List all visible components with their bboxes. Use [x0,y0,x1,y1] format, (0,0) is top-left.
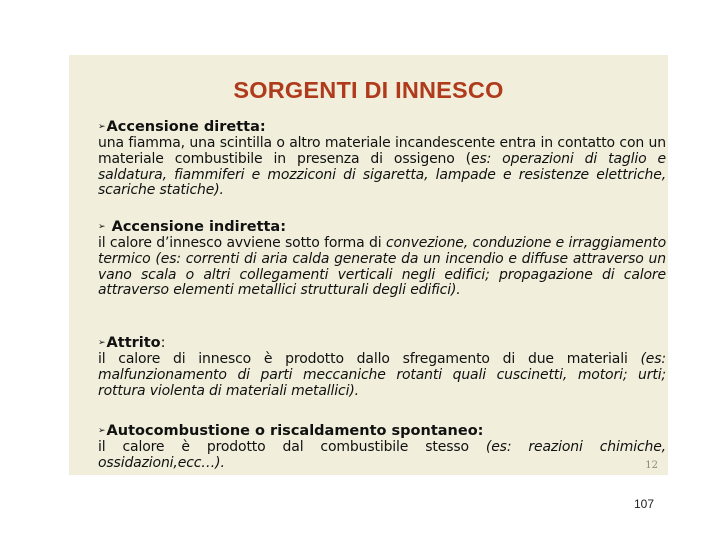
heading-suffix: : [160,335,166,351]
section-heading [98,119,666,136]
section-text [98,440,666,472]
heading-text: Accensione indiretta: [111,219,287,235]
plain-text: il calore è prodotto dal combustibile stesso [98,439,486,455]
arrow-bullet-icon: ➢ [98,222,106,232]
slide-title: SORGENTI DI INNESCO [233,77,504,103]
section-accensione-indiretta [98,219,666,299]
plain-text: il calore d’innesco avviene sotto forma di [98,235,386,251]
section-heading [98,423,666,440]
section-text [98,352,666,399]
italic-text: convezione, conduzione e irraggiamento termico (es: correnti di aria calda generate da un incendio e diffuse attraverso un vano scala o altri collegamenti verticali negli edifici; propagazione di calore attraverso elementi metallici strutturali degli edifici). [98,235,666,299]
heading-text: Attrito [106,335,161,351]
heading-text: Accensione diretta: [106,119,266,135]
italic-text: es: operazioni di taglio e saldatura, fiammiferi e mozziconi di sigaretta, lampade e resistenze elettriche, scariche statiche). [98,150,666,199]
heading-text: Autocombustione o riscaldamento spontaneo: [106,423,484,439]
section-heading [98,219,666,236]
arrow-bullet-icon: ➢ [98,426,106,436]
section-attrito [98,335,666,399]
section-accensione-diretta [98,119,666,199]
italic-text: (es: malfunzionamento di parti meccaniche rotanti quali cuscinetti, motori; urti; rottura violenta di materiali metallici). [98,351,666,399]
page-number: 107 [634,497,655,511]
section-text [98,136,666,199]
section-autocombustione [98,423,666,472]
slide-number: 12 [645,460,658,471]
section-text [98,236,666,299]
arrow-bullet-icon: ➢ [98,338,106,348]
italic-text: (es: reazioni chimiche, ossidazioni,ecc…). [98,439,666,471]
plain-text: una fiamma, una scintilla o altro materiale incandescente entra in contatto con un materiale combustibile in presenza di ossigeno ( [98,135,666,167]
plain-text: il calore di innesco è prodotto dallo sfregamento di due materiali [98,351,641,367]
slide [69,55,668,475]
arrow-bullet-icon: ➢ [98,122,106,132]
section-heading [98,335,666,352]
